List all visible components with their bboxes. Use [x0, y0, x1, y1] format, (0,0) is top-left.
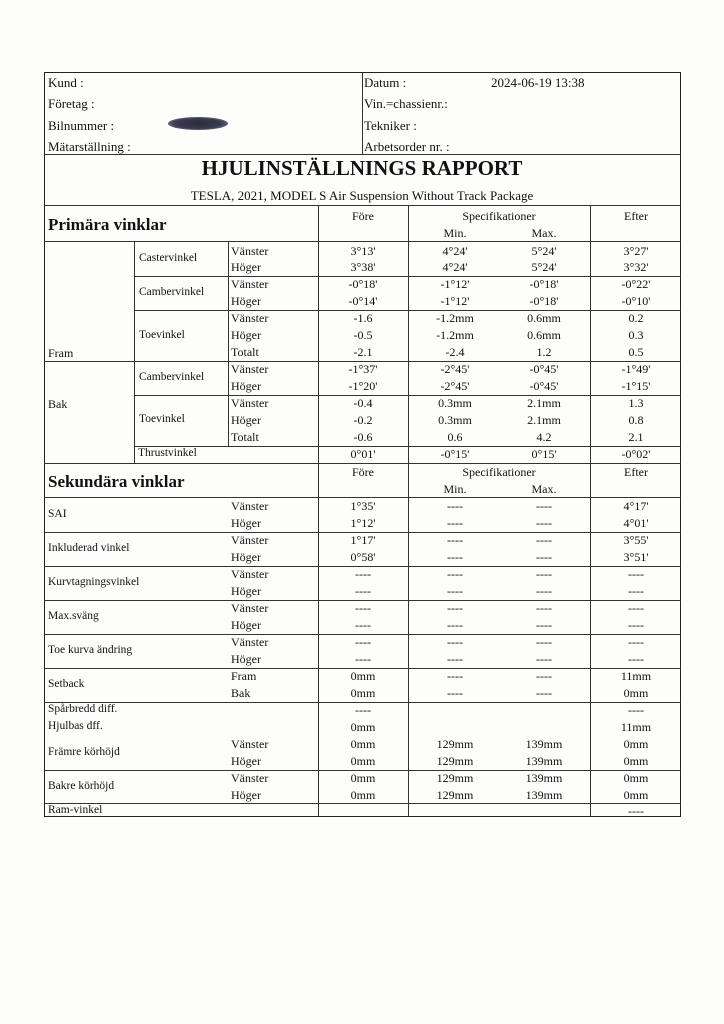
col-spec-label: Specifikationer — [462, 464, 536, 479]
efter-value: 0mm — [623, 736, 649, 751]
spec-max-value: 2.1mm — [527, 413, 561, 427]
spec-min-value: 129mm — [436, 787, 474, 802]
bilnummer-label: Bilnummer : — [48, 118, 115, 133]
row-side-label: Höger — [231, 651, 261, 666]
col-max-label: Max. — [531, 481, 557, 496]
secondary-heading: Sekundära vinklar — [48, 471, 185, 491]
secondary-angle-label: Setback — [48, 677, 85, 690]
datum-label: Datum : — [364, 75, 407, 90]
secondary-angle-label: Främre körhöjd — [48, 745, 120, 758]
efter-value: 0mm — [623, 753, 649, 768]
spec-max-value: ---- — [536, 533, 552, 548]
spec-max-value: ---- — [536, 499, 552, 514]
row-side-label: Höger — [231, 618, 261, 632]
rule-line — [134, 310, 681, 311]
spec-min-value: -0°15' — [440, 446, 470, 461]
efter-value: ---- — [628, 634, 644, 649]
efter-value: 3°27' — [623, 243, 649, 258]
spec-min-value: ---- — [447, 651, 463, 666]
rule-line — [44, 702, 681, 703]
spec-max-value: ---- — [536, 618, 552, 632]
rule-line — [134, 446, 681, 447]
secondary-angle-label: Max.sväng — [48, 610, 99, 622]
spec-min-value: ---- — [447, 499, 463, 514]
efter-value: 4°01' — [623, 516, 649, 531]
row-side-label: Totalt — [231, 345, 259, 360]
secondary-angle-label: Bakre körhöjd — [48, 779, 115, 792]
secondary-angle-label: SAI — [48, 508, 67, 521]
row-side-label: Fram — [231, 668, 257, 683]
fore-value: 0mm — [350, 668, 376, 683]
header-bottom-rule — [44, 154, 681, 155]
spec-max-value: ---- — [536, 584, 552, 599]
fore-value: ---- — [355, 567, 371, 582]
fore-value: 0°58' — [350, 550, 376, 565]
fore-value: 0mm — [350, 753, 376, 768]
efter-value: 3°51' — [623, 550, 649, 565]
spec-max-value: 0.6mm — [527, 311, 561, 326]
fram-label: Fram — [48, 345, 74, 360]
spec-min-value: ---- — [447, 668, 463, 683]
efter-value: 0mm — [623, 787, 649, 802]
efter-value: ---- — [628, 601, 644, 616]
secondary-angle-label: Toe kurva ändring — [48, 643, 133, 656]
efter-value: 0mm — [623, 685, 649, 700]
spec-min-value: ---- — [447, 601, 463, 616]
efter-value: ---- — [628, 651, 644, 666]
spec-max-value: ---- — [536, 601, 552, 616]
row-side-label: Bak — [231, 685, 251, 700]
spec-max-value: 139mm — [525, 753, 563, 768]
spec-min-value: -2°45' — [440, 379, 470, 394]
spec-max-value: ---- — [536, 550, 552, 565]
rule-line — [134, 395, 681, 396]
rule-line — [44, 600, 681, 601]
row-side-label: Vänster — [231, 362, 269, 377]
fore-value: 0mm — [350, 787, 376, 802]
row-side-label: Höger — [231, 260, 261, 275]
spec-min-value: ---- — [447, 550, 463, 565]
fore-value: 1°12' — [350, 516, 376, 531]
row-side-label: Höger — [231, 413, 261, 427]
efter-value: 2.1 — [628, 429, 644, 444]
efter-value: 0.5 — [628, 345, 644, 360]
spec-max-value: ---- — [536, 651, 552, 666]
fore-value: 1°17' — [350, 533, 376, 548]
column-line — [318, 205, 319, 816]
secondary-angle-label: Inkluderad vinkel — [48, 542, 130, 555]
fore-value: 0°01' — [350, 446, 376, 461]
efter-value: ---- — [628, 618, 644, 632]
rule-line — [44, 770, 681, 771]
fore-value: ---- — [355, 634, 371, 649]
fore-value: 3°38' — [350, 260, 376, 275]
angle-group-label: Castervinkel — [139, 252, 198, 265]
spec-max-value: 0°15' — [531, 446, 557, 461]
column-line — [408, 205, 409, 816]
efter-value: 1.3 — [628, 396, 644, 411]
primary-header-rule — [44, 241, 681, 242]
spec-min-value: 0.6 — [447, 429, 463, 444]
spec-min-value: 0.3mm — [438, 413, 472, 427]
efter-value: ---- — [628, 567, 644, 582]
spec-max-value: ---- — [536, 516, 552, 531]
spec-max-value: ---- — [536, 668, 552, 683]
angle-group-label: Toevinkel — [139, 413, 185, 426]
fore-value: -0.2 — [353, 413, 373, 427]
spec-max-value: -0°45' — [529, 379, 559, 394]
thrust-label: Thrustvinkel — [138, 446, 197, 459]
fore-value: -0.4 — [353, 396, 373, 411]
spec-max-value: 5°24' — [531, 243, 557, 258]
efter-value: -0°02' — [621, 446, 651, 461]
fore-value: ---- — [355, 702, 371, 717]
spec-min-value: 129mm — [436, 736, 474, 751]
arbetsorder-label: Arbetsorder nr. : — [364, 139, 450, 154]
fore-value: ---- — [355, 584, 371, 599]
column-line — [134, 241, 135, 463]
spec-min-value: ---- — [447, 567, 463, 582]
col-fore-label: Före — [352, 209, 374, 223]
rule-line — [44, 566, 681, 567]
kund-label: Kund : — [48, 75, 84, 90]
row-side-label: Vänster — [231, 243, 269, 258]
rule-line — [44, 668, 681, 669]
efter-value: ---- — [628, 804, 644, 819]
spec-min-value: -1°12' — [440, 294, 470, 309]
spec-min-value: ---- — [447, 618, 463, 632]
efter-value: 3°32' — [623, 260, 649, 275]
rule-line — [44, 634, 681, 635]
spec-min-value: 4°24' — [442, 260, 468, 275]
fore-value: 1°35' — [350, 499, 376, 514]
vin-label: Vin.=chassienr.: — [364, 96, 448, 111]
primary-heading: Primära vinklar — [48, 215, 167, 234]
row-side-label: Höger — [231, 379, 261, 394]
spec-min-value: 129mm — [436, 770, 474, 785]
fore-value: 0mm — [350, 736, 376, 751]
row-side-label: Vänster — [231, 567, 269, 582]
row-side-label: Vänster — [231, 601, 269, 616]
row-side-label: Höger — [231, 516, 261, 531]
matarstallning-label: Mätarställning : — [48, 139, 131, 154]
column-line — [228, 241, 229, 446]
spec-min-value: -2.4 — [445, 345, 465, 360]
fore-value: 0mm — [350, 719, 376, 734]
col-max-label: Max. — [531, 226, 557, 240]
row-side-label: Vänster — [231, 533, 269, 548]
spec-min-value: ---- — [447, 685, 463, 700]
col-efter-label: Efter — [624, 209, 648, 223]
fore-value: 3°13' — [350, 243, 376, 258]
fore-value: -2.1 — [353, 345, 373, 360]
fore-value: -0°14' — [348, 294, 378, 309]
fore-value: ---- — [355, 651, 371, 666]
efter-value: -1°49' — [621, 362, 651, 377]
tekniker-label: Tekniker : — [364, 118, 417, 133]
efter-value: -0°10' — [621, 294, 651, 309]
efter-value: 0.2 — [628, 311, 644, 326]
fore-value: -1.6 — [353, 311, 373, 326]
efter-value: ---- — [628, 702, 644, 717]
spec-min-value: 0.3mm — [438, 396, 472, 411]
angle-group-label: Cambervinkel — [139, 371, 205, 384]
angle-group-label: Cambervinkel — [139, 286, 205, 299]
spec-max-value: ---- — [536, 634, 552, 649]
sparbredd-label: Spårbredd diff. — [48, 702, 118, 715]
fore-value: -1°37' — [348, 362, 378, 377]
spec-min-value: -1°12' — [440, 277, 470, 292]
row-side-label: Totalt — [231, 429, 259, 444]
spec-min-value: 4°24' — [442, 243, 468, 258]
spec-max-value: 139mm — [525, 770, 563, 785]
efter-value: 11mm — [620, 719, 652, 734]
spec-max-value: 2.1mm — [527, 396, 561, 411]
efter-value: -0°22' — [621, 277, 651, 292]
angle-group-label: Toevinkel — [139, 328, 185, 341]
row-side-label: Höger — [231, 584, 261, 599]
spec-max-value: 1.2 — [536, 345, 552, 360]
ram-row-rule — [44, 803, 681, 804]
spec-max-value: -0°18' — [529, 277, 559, 292]
datum-value: 2024-06-19 13:38 — [491, 75, 585, 90]
row-side-label: Höger — [231, 787, 261, 802]
col-fore-label: Före — [352, 464, 374, 479]
row-side-label: Vänster — [231, 311, 269, 326]
efter-value: 4°17' — [623, 499, 649, 514]
spec-min-value: 129mm — [436, 753, 474, 768]
col-min-label: Min. — [443, 481, 467, 496]
row-side-label: Vänster — [231, 277, 269, 292]
ram-vinkel-label: Ram-vinkel — [48, 804, 103, 817]
row-side-label: Vänster — [231, 499, 269, 514]
secondary-angle-label: Kurvtagningsvinkel — [48, 576, 140, 589]
spec-max-value: 139mm — [525, 736, 563, 751]
fore-value: ---- — [355, 618, 371, 632]
report-title: HJULINSTÄLLNINGS RAPPORT — [201, 156, 523, 180]
col-efter-label: Efter — [624, 464, 648, 479]
hjulbas-label: Hjulbas dff. — [48, 719, 103, 732]
col-min-label: Min. — [443, 226, 467, 240]
title-bottom-rule — [44, 205, 681, 206]
spec-max-value: -0°18' — [529, 294, 559, 309]
spec-max-value: ---- — [536, 567, 552, 582]
rule-line — [44, 532, 681, 533]
row-side-label: Vänster — [231, 634, 269, 649]
fore-value: 0mm — [350, 685, 376, 700]
spec-max-value: 0.6mm — [527, 328, 561, 343]
spec-max-value: 139mm — [525, 787, 563, 802]
fore-value: -0°18' — [348, 277, 378, 292]
row-side-label: Höger — [231, 328, 261, 343]
efter-value: 0.8 — [628, 413, 644, 427]
spec-max-value: -0°45' — [529, 362, 559, 377]
rule-line — [44, 361, 681, 362]
efter-value: ---- — [628, 584, 644, 599]
header-divider — [362, 73, 363, 154]
efter-value: -1°15' — [621, 379, 651, 394]
fore-value: -1°20' — [348, 379, 378, 394]
row-side-label: Vänster — [231, 736, 269, 751]
row-side-label: Vänster — [231, 770, 269, 785]
fore-value: -0.5 — [353, 328, 373, 343]
row-side-label: Vänster — [231, 396, 269, 411]
bak-label: Bak — [48, 396, 68, 411]
secondary-header-rule — [44, 497, 681, 498]
efter-value: 0mm — [623, 770, 649, 785]
spec-min-value: ---- — [447, 516, 463, 531]
fore-value: 0mm — [350, 770, 376, 785]
spec-max-value: 5°24' — [531, 260, 557, 275]
spec-min-value: -2°45' — [440, 362, 470, 377]
spec-min-value: -1.2mm — [436, 311, 474, 326]
spec-min-value: ---- — [447, 533, 463, 548]
column-line — [590, 205, 591, 816]
spec-max-value: 4.2 — [536, 429, 552, 444]
spec-min-value: ---- — [447, 584, 463, 599]
fore-value: -0.6 — [353, 429, 373, 444]
primary-bottom-rule — [44, 463, 681, 464]
row-side-label: Höger — [231, 294, 261, 309]
redacted-plate-number — [168, 117, 228, 130]
spec-min-value: ---- — [447, 634, 463, 649]
spec-min-value: -1.2mm — [436, 328, 474, 343]
spec-max-value: ---- — [536, 685, 552, 700]
row-side-label: Höger — [231, 550, 261, 565]
foretag-label: Företag : — [48, 96, 95, 111]
vehicle-description: TESLA, 2021, MODEL S Air Suspension Without Track Package — [190, 188, 534, 203]
efter-value: 0.3 — [628, 328, 644, 343]
efter-value: 11mm — [620, 668, 652, 683]
rule-line — [134, 276, 681, 277]
efter-value: 3°55' — [623, 533, 649, 548]
row-side-label: Höger — [231, 753, 261, 768]
fore-value: ---- — [355, 601, 371, 616]
col-spec-label: Specifikationer — [462, 209, 536, 223]
